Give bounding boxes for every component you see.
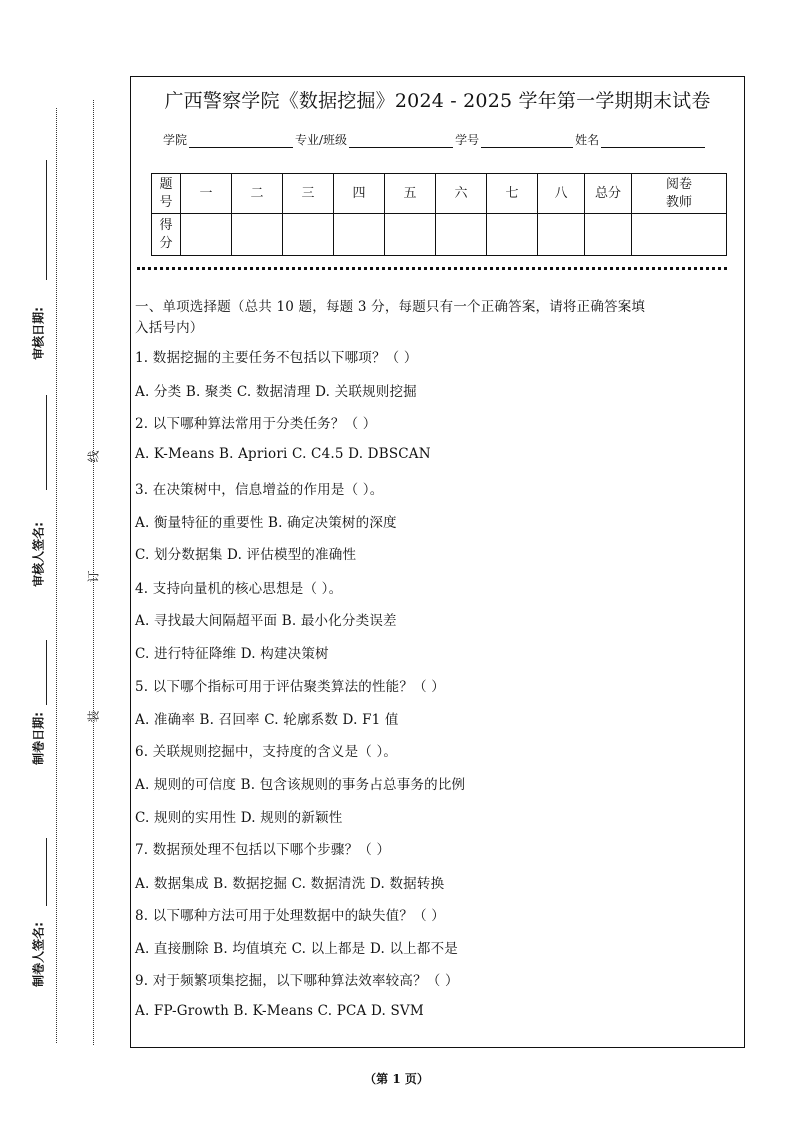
option-line: A. K-Means B. Apriori C. C4.5 D. DBSCAN xyxy=(135,446,431,462)
col-head: 七 xyxy=(487,174,538,214)
page-number: （第 1 页） xyxy=(364,1072,429,1086)
head-char: 教师 xyxy=(665,194,692,210)
name-label: 姓名 xyxy=(575,133,600,147)
option-line: A. 直接删除 B. 均值填充 C. 以上都是 D. 以上都不是 xyxy=(135,941,458,957)
question-number-head xyxy=(152,174,181,214)
exam-title: 广西警察学院《数据挖掘》2024 - 2025 学年第一学期期末试卷 xyxy=(164,90,711,112)
student-id-label: 学号 xyxy=(455,133,480,147)
section-heading: 一、单项选择题（总共 10 题，每题 3 分，每题只有一个正确答案，请将正确答案填 xyxy=(135,299,646,315)
option-line: A. 准确率 B. 召回率 C. 轮廓系数 D. F1 值 xyxy=(135,712,399,728)
major-field[interactable] xyxy=(349,133,453,148)
score-table xyxy=(151,173,727,256)
name-field[interactable] xyxy=(601,133,705,148)
col-head: 六 xyxy=(436,174,487,214)
score-table-header-row xyxy=(152,174,727,214)
score-table-score-row xyxy=(152,214,727,256)
maker-date-line xyxy=(46,640,47,705)
score-cell[interactable] xyxy=(538,214,585,256)
question-line: 7. 数据预处理不包括以下哪个步骤？（ ） xyxy=(135,842,391,858)
reviewer-date-label: 审核日期: xyxy=(31,307,46,360)
reviewer-sign-label: 审核人签名: xyxy=(31,522,46,587)
score-cell[interactable] xyxy=(632,214,727,256)
head-char: 得 xyxy=(159,217,173,233)
reviewer-head xyxy=(632,174,727,214)
maker-date-label: 制卷日期: xyxy=(31,712,46,765)
option-line: A. 分类 B. 聚类 C. 数据清理 D. 关联规则挖掘 xyxy=(135,384,417,400)
option-line: A. 衡量特征的重要性 B. 确定决策树的深度 xyxy=(135,515,397,531)
dotted-separator xyxy=(137,267,727,270)
question-line: 9. 对于频繁项集挖掘，以下哪种算法效率较高？（ ） xyxy=(135,973,459,989)
option-line: A. FP-Growth B. K-Means C. PCA D. SVM xyxy=(135,1003,424,1019)
option-line: A. 数据集成 B. 数据挖掘 C. 数据清洗 D. 数据转换 xyxy=(135,876,445,892)
question-line: 5. 以下哪个指标可用于评估聚类算法的性能？（ ） xyxy=(135,679,445,695)
question-line: 2. 以下哪种算法常用于分类任务？（ ） xyxy=(135,416,377,432)
option-line: C. 划分数据集 D. 评估模型的准确性 xyxy=(135,547,357,563)
col-head: 五 xyxy=(385,174,436,214)
score-cell[interactable] xyxy=(436,214,487,256)
col-head: 三 xyxy=(283,174,334,214)
question-line: 6. 关联规则挖掘中，支持度的含义是（ ）。 xyxy=(135,744,398,760)
major-label: 专业/班级 xyxy=(295,133,348,147)
col-head: 八 xyxy=(538,174,585,214)
score-cell[interactable] xyxy=(487,214,538,256)
outer-dotted-line xyxy=(56,108,57,1043)
binding-label-ding: 订 xyxy=(86,570,101,583)
score-row-head xyxy=(152,214,181,256)
maker-sign-line xyxy=(46,838,47,906)
question-line: 4. 支持向量机的核心思想是（ ）。 xyxy=(135,581,343,597)
question-line: 3. 在决策树中，信息增益的作用是（ ）。 xyxy=(135,482,384,498)
option-line: A. 寻找最大间隔超平面 B. 最小化分类误差 xyxy=(135,613,397,629)
col-head: 二 xyxy=(232,174,283,214)
head-char: 号 xyxy=(159,194,173,210)
col-head: 一 xyxy=(181,174,232,214)
score-cell[interactable] xyxy=(232,214,283,256)
col-head: 总分 xyxy=(585,174,632,214)
option-line: C. 规则的实用性 D. 规则的新颖性 xyxy=(135,810,343,826)
reviewer-date-line xyxy=(46,160,47,280)
binding-label-zhuang: 装 xyxy=(86,710,101,723)
score-cell[interactable] xyxy=(385,214,436,256)
option-line: A. 规则的可信度 B. 包含该规则的事务占总事务的比例 xyxy=(135,777,466,793)
college-label: 学院 xyxy=(163,133,188,147)
binding-label-xian: 线 xyxy=(86,450,101,463)
student-info-row xyxy=(163,131,707,148)
section-heading: 入括号内） xyxy=(135,320,204,336)
question-line: 8. 以下哪种方法可用于处理数据中的缺失值？（ ） xyxy=(135,908,445,924)
student-id-field[interactable] xyxy=(481,133,573,148)
head-char: 分 xyxy=(159,235,173,251)
reviewer-sign-line xyxy=(46,395,47,490)
score-cell[interactable] xyxy=(585,214,632,256)
question-line: 1. 数据挖掘的主要任务不包括以下哪项？（ ） xyxy=(135,350,418,366)
score-cell[interactable] xyxy=(334,214,385,256)
head-char: 题 xyxy=(159,176,173,192)
score-cell[interactable] xyxy=(283,214,334,256)
option-line: C. 进行特征降维 D. 构建决策树 xyxy=(135,646,329,662)
head-char: 阅卷 xyxy=(665,176,692,192)
maker-sign-label: 制卷人签名: xyxy=(31,922,46,987)
college-field[interactable] xyxy=(189,133,293,148)
col-head: 四 xyxy=(334,174,385,214)
score-cell[interactable] xyxy=(181,214,232,256)
